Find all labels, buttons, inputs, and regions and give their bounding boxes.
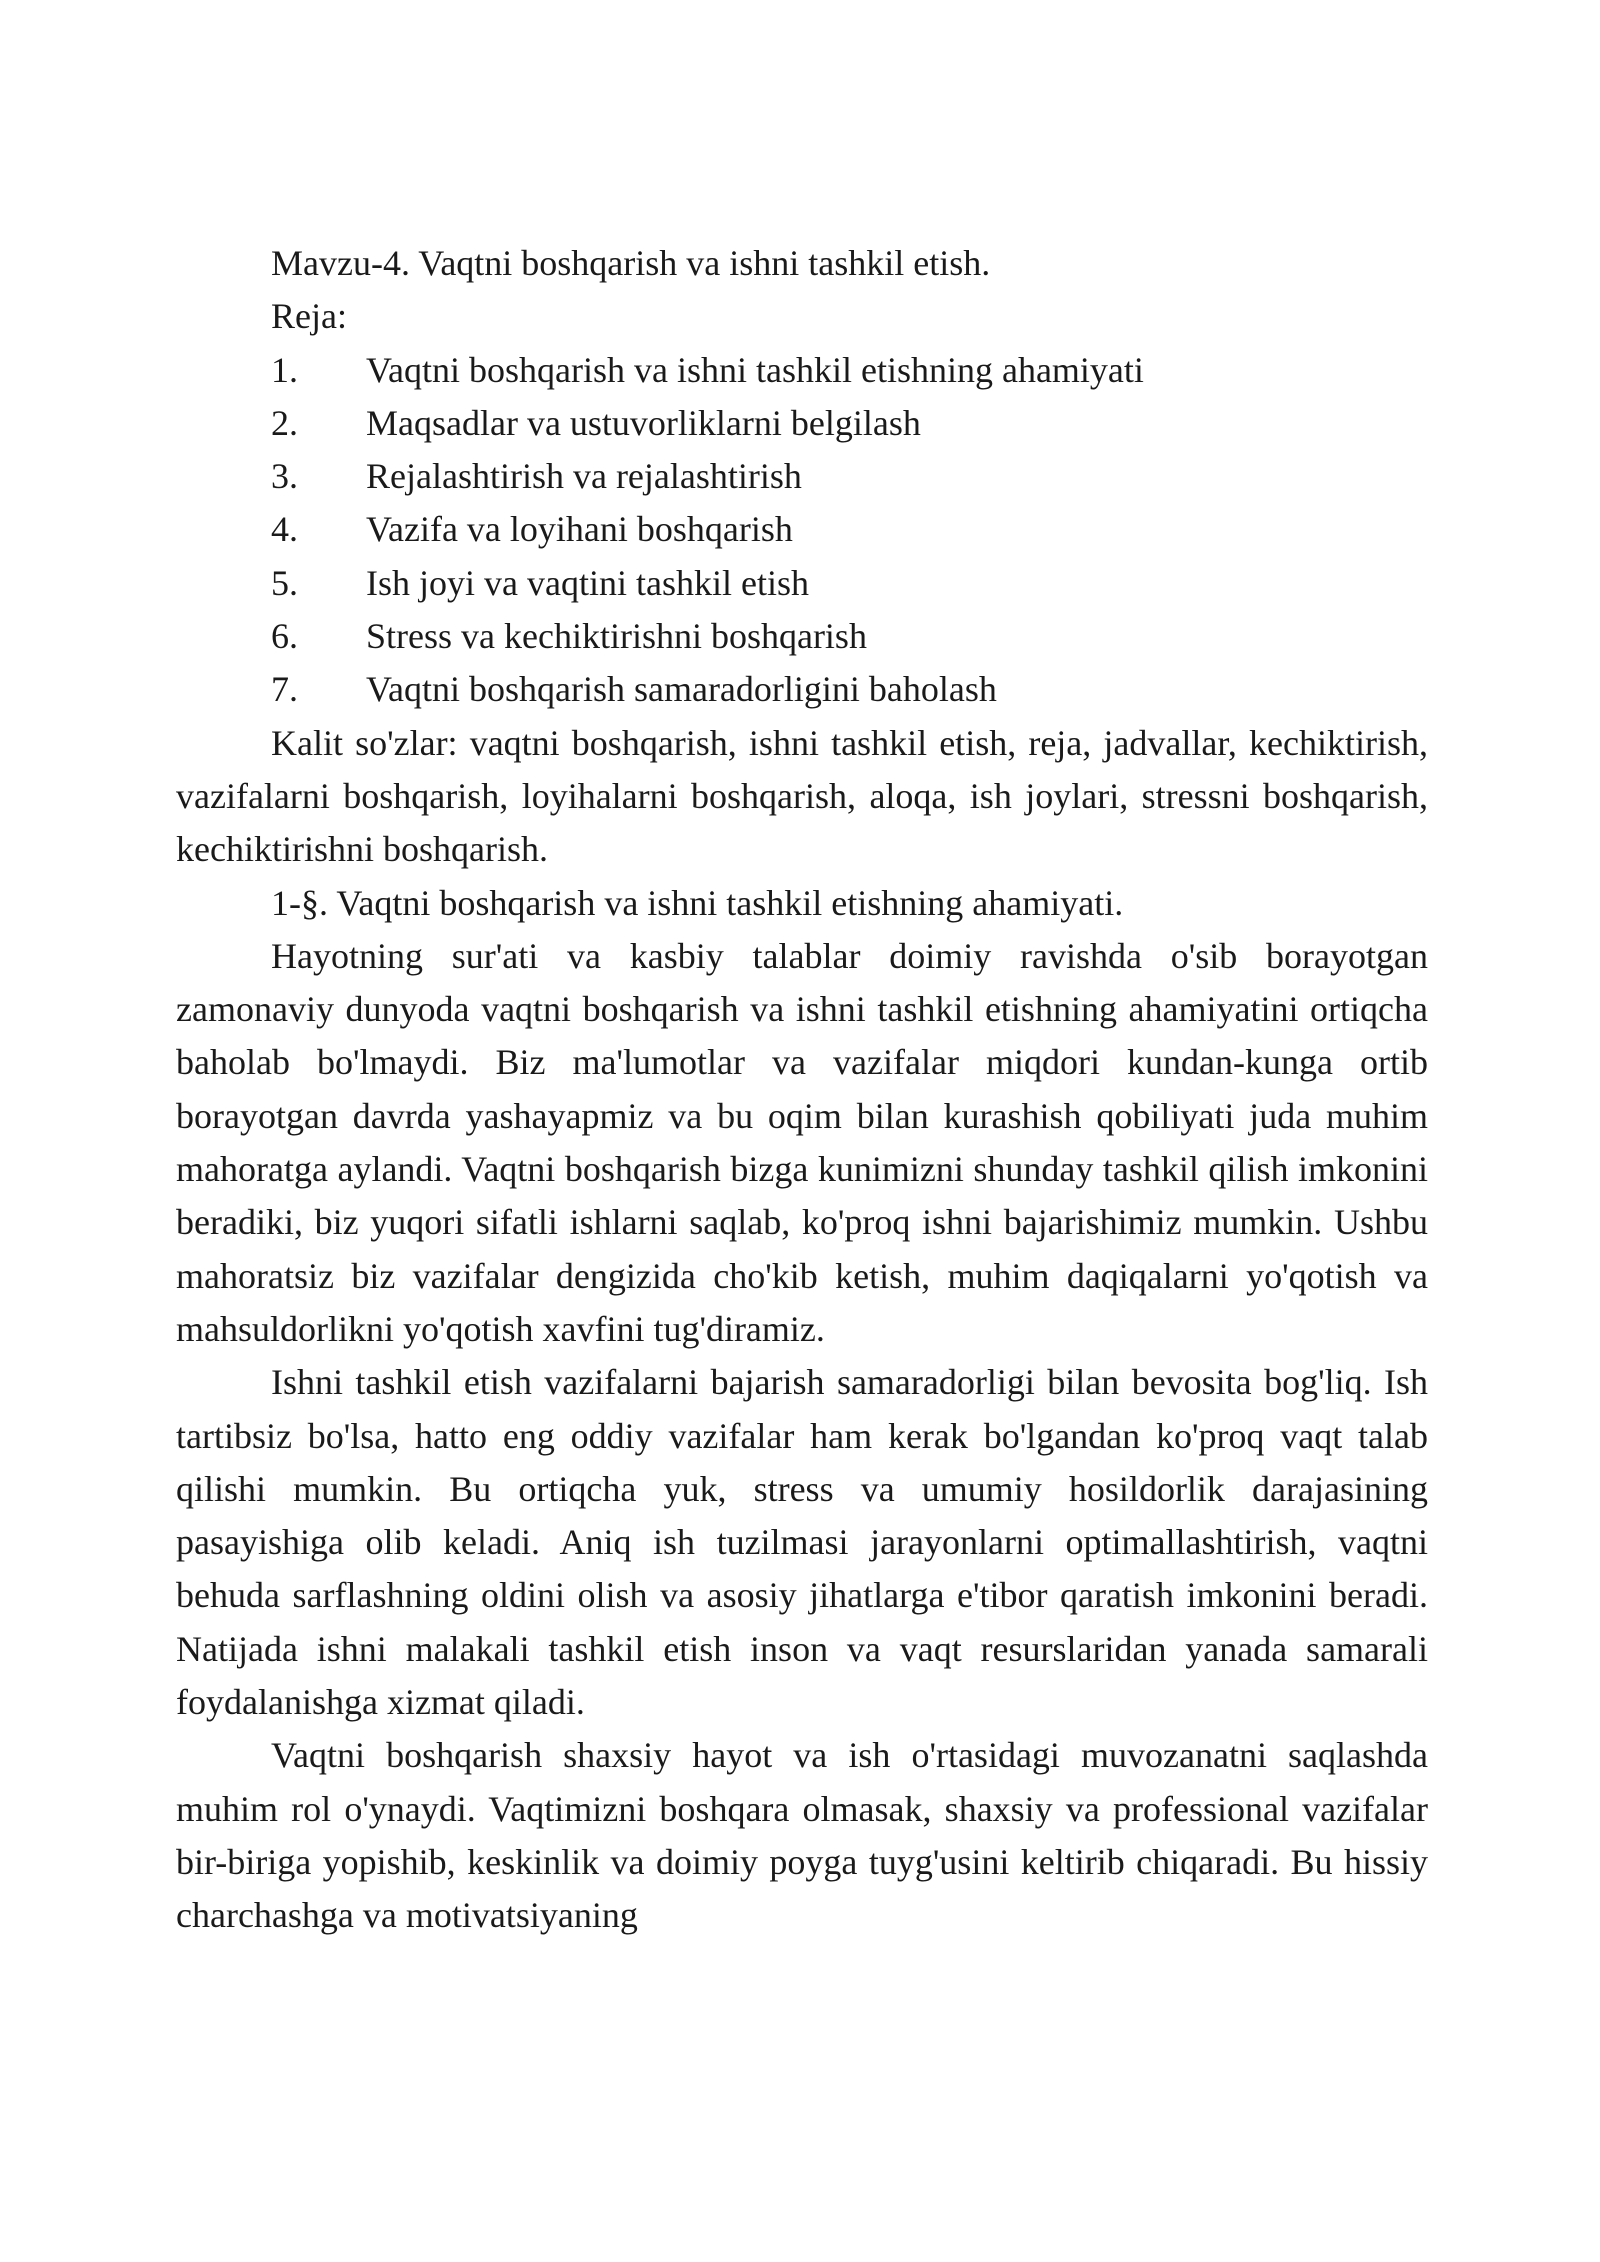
plan-item-text: Maqsadlar va ustuvorliklarni belgilash [366, 402, 921, 443]
plan-item-text: Vaqtni boshqarish va ishni tashkil etishning ahamiyati [366, 349, 1144, 390]
plan-item [176, 450, 1428, 503]
document-title: Mavzu-4. Vaqtni boshqarish va ishni tashkil etish. [271, 243, 991, 283]
body-paragraph: Hayotning sur'ati va kasbiy talablar doimiy ravishda o'sib borayotgan zamonaviy dunyoda vaqtni boshqarish va ishni tashkil etishning ahamiyatini ortiqcha baholab bo'lmaydi. Biz ma'lumotlar va vazifalar miqdori kundan-kunga ortib borayotgan davrda yashayapmiz va bu oqim bilan kurashish qobiliyati juda muhim mahoratga aylandi. Vaqtni boshqarish bizga kunimizni shunday tashkil qilish imkonini beradiki, biz yuqori sifatli ishlarni saqlab, ko'proq ishni bajarishimiz mumkin. Ushbu mahoratsiz biz vazifalar dengizida cho'kib ketish, muhim daqiqalarni yo'qotish va mahsuldorlikni yo'qotish xavfini tug'diramiz. [176, 935, 1428, 1349]
plan-item-text: Ish joyi va vaqtini tashkil etish [366, 562, 809, 603]
document-body [176, 237, 1428, 1943]
plan-item [176, 503, 1428, 556]
plan-item-number: 7. [271, 669, 298, 710]
section-heading: 1-§. Vaqtni boshqarish va ishni tashkil etishning ahamiyati. [271, 882, 1124, 923]
plan-item-number: 2. [271, 402, 298, 443]
keywords-paragraph: Kalit so'zlar: vaqtni boshqarish, ishni tashkil etish, reja, jadvallar, kechiktirish, vazifalarni boshqarish, loyihalarni boshqarish, aloqa, ish joylari, stressni boshqarish, kechiktirishni boshqarish. [176, 722, 1428, 870]
plan-item [176, 344, 1428, 397]
plan-item-number: 5. [271, 562, 298, 603]
plan-item [176, 663, 1428, 716]
plan-item [176, 557, 1428, 610]
plan-list [176, 344, 1428, 717]
plan-item-text: Rejalashtirish va rejalashtirish [366, 456, 802, 497]
plan-item-number: 3. [271, 456, 298, 497]
plan-item-text: Stress va kechiktirishni boshqarish [366, 616, 867, 657]
plan-item [176, 397, 1428, 450]
plan-label: Reja: [271, 296, 347, 337]
plan-item-number: 1. [271, 349, 298, 390]
body-paragraph: Vaqtni boshqarish shaxsiy hayot va ish o'rtasidagi muvozanatni saqlashda muhim rol o'ynaydi. Vaqtimizni boshqara olmasak, shaxsiy va professional vazifalar bir-biriga yopishib, keskinlik va doimiy poyga tuyg'usini keltirib chiqaradi. Bu hissiy charchashga va motivatsiyaning [176, 1735, 1428, 1936]
plan-item-text: Vaqtni boshqarish samaradorligini baholash [366, 669, 997, 710]
plan-item-text: Vazifa va loyihani boshqarish [366, 509, 793, 550]
plan-item-number: 4. [271, 509, 298, 550]
body-paragraph: Ishni tashkil etish vazifalarni bajarish samaradorligi bilan bevosita bog'liq. Ish tartibsiz bo'lsa, hatto eng oddiy vazifalar ham kerak bo'lgandan ko'proq vaqt talab qilishi mumkin. Bu ortiqcha yuk, stress va umumiy hosildorlik darajasining pasayishiga olib keladi. Aniq ish tuzilmasi jarayonlarni optimallashtirish, vaqtni behuda sarflashning oldini olish va asosiy jihatlarga e'tibor qaratish imkonini beradi. Natijada ishni malakali tashkil etish inson va vaqt resurslaridan yanada samarali foydalanishga xizmat qiladi. [176, 1362, 1428, 1723]
plan-item-number: 6. [271, 616, 298, 657]
plan-item [176, 610, 1428, 663]
